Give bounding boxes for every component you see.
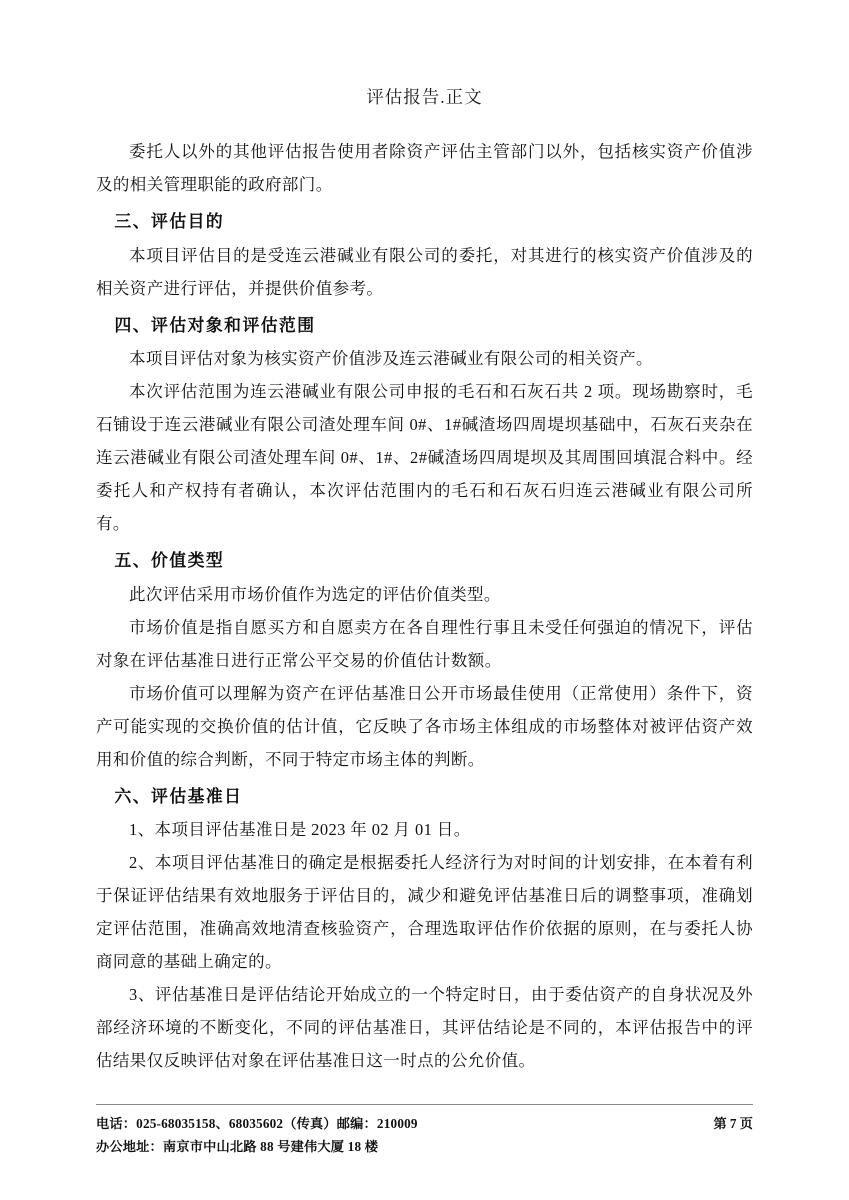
footer-contact: 电话：025-68035158、68035602（传真）邮编：210009 bbox=[96, 1115, 418, 1131]
page-number: 第 7 页 bbox=[713, 1115, 753, 1131]
document-body bbox=[96, 135, 753, 1077]
footer-address: 办公地址：南京市中山北路 88 号建伟大厦 18 楼 bbox=[96, 1138, 379, 1154]
paragraph: 本项目评估对象为核实资产价值涉及连云港碱业有限公司的相关资产。 bbox=[129, 349, 653, 369]
section-heading: 六、评估基准日 bbox=[114, 786, 243, 806]
paragraph: 市场价值可以理解为资产在评估基准日公开市场最佳使用（正常使用）条件下，资产可能实现的交换价值的估计值，它反映了各市场主体组成的市场整体对被评估资产效用和价值的综合判断，不同于特定市场主体的判断。 bbox=[96, 683, 753, 769]
section-heading: 五、价值类型 bbox=[114, 551, 225, 571]
footer-top-row bbox=[96, 1112, 753, 1135]
paragraph: 市场价值是指自愿买方和自愿卖方在各自理性行事且未受任何强迫的情况下，评估对象在评估基准日进行正常公平交易的价值估计数额。 bbox=[96, 617, 753, 670]
paragraph: 3、评估基准日是评估结论开始成立的一个特定时日，由于委估资产的自身状况及外部经济环境的不断变化，不同的评估基准日，其评估结论是不同的，本评估报告中的评估结果仅反映评估对象在评估基准日这一时点的公允价值。 bbox=[96, 985, 753, 1071]
paragraph: 1、本项目评估基准日是 2023 年 02 月 01 日。 bbox=[129, 820, 471, 840]
paragraph: 2、本项目评估基准日的确定是根据委托人经济行为对时间的计划安排，在本着有利于保证评估结果有效地服务于评估目的，减少和避免评估基准日后的调整事项，准确划定评估范围，准确高效地清查核验资产，合理选取评估作价依据的原则，在与委托人协商同意的基础上确定的。 bbox=[96, 853, 753, 972]
page-title: 评估报告.正文 bbox=[366, 87, 483, 107]
paragraph: 本次评估范围为连云港碱业有限公司申报的毛石和石灰石共 2 项。现场勘察时，毛石铺设于连云港碱业有限公司渣处理车间 0#、1#碱渣场四周堤坝基础中，石灰石夹杂在连云港碱业有限公司渣处理车间 0#、1#、2#碱渣场四周堤坝及其周围回填混合料中。经委托人和产权持有者确认，本次评估范围内的毛石和石灰石归连云港碱业有限公司所有。 bbox=[96, 382, 753, 534]
section-heading: 三、评估目的 bbox=[114, 212, 225, 231]
paragraph: 此次评估采用市场价值作为选定的评估价值类型。 bbox=[129, 584, 501, 604]
page-footer bbox=[96, 1104, 753, 1158]
section-heading: 四、评估对象和评估范围 bbox=[114, 315, 316, 335]
paragraph: 委托人以外的其他评估报告使用者除资产评估主管部门以外，包括核实资产价值涉及的相关管理职能的政府部门。 bbox=[96, 142, 753, 194]
paragraph: 本项目评估目的是受连云港碱业有限公司的委托，对其进行的核实资产价值涉及的相关资产进行评估，并提供价值参考。 bbox=[96, 245, 753, 298]
